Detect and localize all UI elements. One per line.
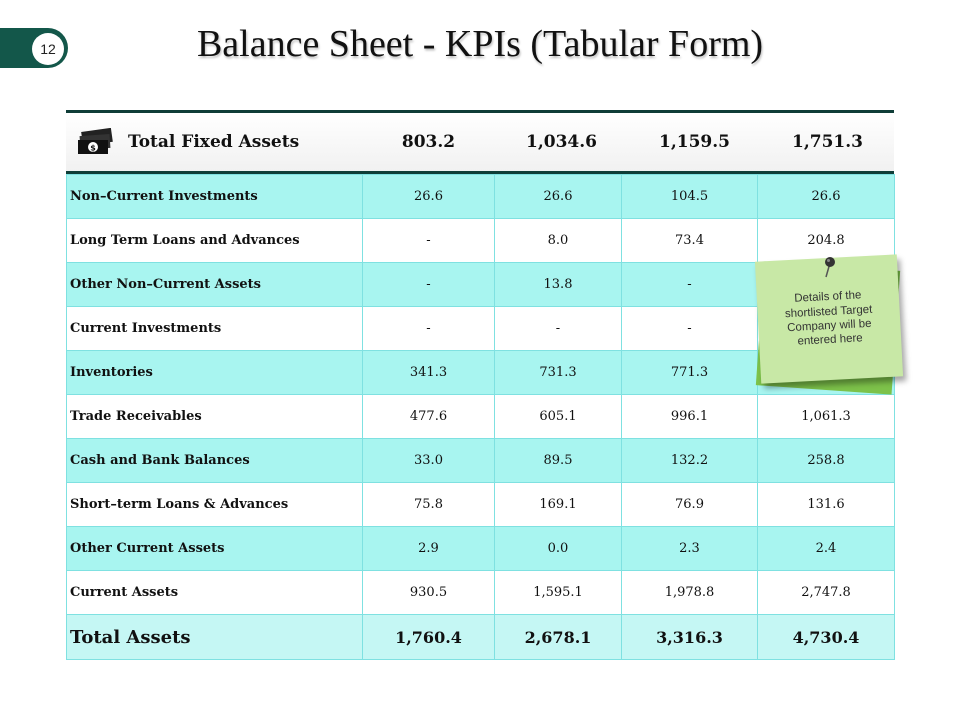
row-label: Long Term Loans and Advances (67, 219, 363, 263)
table-row (67, 395, 895, 439)
row-label: Other Current Assets (67, 527, 363, 571)
value-cell: 258.8 (758, 439, 895, 483)
fixed-assets-label-cell (66, 128, 362, 156)
value-cell: 2,747.8 (758, 571, 895, 615)
value-cell: 3,316.3 (622, 615, 758, 660)
value-cell: 89.5 (495, 439, 622, 483)
value-cell: - (622, 307, 758, 351)
page-title: Balance Sheet - KPIs (Tabular Form) (196, 23, 764, 65)
value-cell: 26.6 (363, 175, 495, 219)
row-label: Other Non–Current Assets (67, 263, 363, 307)
value-cell: 204.8 (758, 219, 895, 263)
row-label: Non–Current Investments (67, 175, 363, 219)
table-row (67, 483, 895, 527)
slide-number: 12 (32, 33, 64, 65)
assets-table (66, 174, 895, 660)
value-cell: 26.6 (495, 175, 622, 219)
row-label: Total Assets (67, 615, 363, 660)
value-cell: 1,978.8 (622, 571, 758, 615)
fixed-assets-value: 1,751.3 (792, 132, 863, 152)
value-cell: 477.6 (363, 395, 495, 439)
row-label: Inventories (67, 351, 363, 395)
value-cell: 1,760.4 (363, 615, 495, 660)
value-cell: 8.0 (495, 219, 622, 263)
value-cell: 132.2 (622, 439, 758, 483)
fixed-assets-value: 1,034.6 (526, 132, 597, 152)
value-cell: 4,730.4 (758, 615, 895, 660)
value-cell: 930.5 (363, 571, 495, 615)
table-row (67, 527, 895, 571)
sticky-note: Details of the shortlisted Target Company will be entered here (755, 254, 903, 383)
table-row (67, 571, 895, 615)
value-cell: 2.4 (758, 527, 895, 571)
value-cell: 169.1 (495, 483, 622, 527)
pushpin-icon (820, 255, 840, 279)
table-row (67, 175, 895, 219)
value-cell: 131.6 (758, 483, 895, 527)
row-label: Short–term Loans & Advances (67, 483, 363, 527)
row-label: Trade Receivables (67, 395, 363, 439)
total-assets-row (67, 615, 895, 660)
value-cell: 1,595.1 (495, 571, 622, 615)
value-cell: - (363, 219, 495, 263)
value-cell: - (622, 263, 758, 307)
value-cell: 1,061.3 (758, 395, 895, 439)
value-cell: 771.3 (622, 351, 758, 395)
value-cell: 75.8 (363, 483, 495, 527)
value-cell: 0.0 (495, 527, 622, 571)
value-cell: 996.1 (622, 395, 758, 439)
row-label: Cash and Bank Balances (67, 439, 363, 483)
value-cell: 605.1 (495, 395, 622, 439)
fixed-assets-row (66, 113, 894, 174)
value-cell: - (495, 307, 622, 351)
value-cell: 341.3 (363, 351, 495, 395)
fixed-assets-value: 803.2 (401, 132, 456, 152)
svg-text:$: $ (90, 143, 96, 153)
value-cell: 2.9 (363, 527, 495, 571)
value-cell: 73.4 (622, 219, 758, 263)
value-cell: 2,678.1 (495, 615, 622, 660)
row-label: Current Assets (67, 571, 363, 615)
value-cell: 33.0 (363, 439, 495, 483)
value-cell: 26.6 (758, 175, 895, 219)
value-cell: 76.9 (622, 483, 758, 527)
value-cell: - (363, 263, 495, 307)
value-cell: 13.8 (495, 263, 622, 307)
fixed-assets-value: 1,159.5 (659, 132, 730, 152)
value-cell: 731.3 (495, 351, 622, 395)
value-cell: 104.5 (622, 175, 758, 219)
value-cell: - (363, 307, 495, 351)
value-cell: 2.3 (622, 527, 758, 571)
table-row (67, 219, 895, 263)
row-label: Current Investments (67, 307, 363, 351)
money-stack-icon (76, 128, 116, 156)
fixed-assets-label: Total Fixed Assets (128, 132, 300, 152)
table-row (67, 439, 895, 483)
